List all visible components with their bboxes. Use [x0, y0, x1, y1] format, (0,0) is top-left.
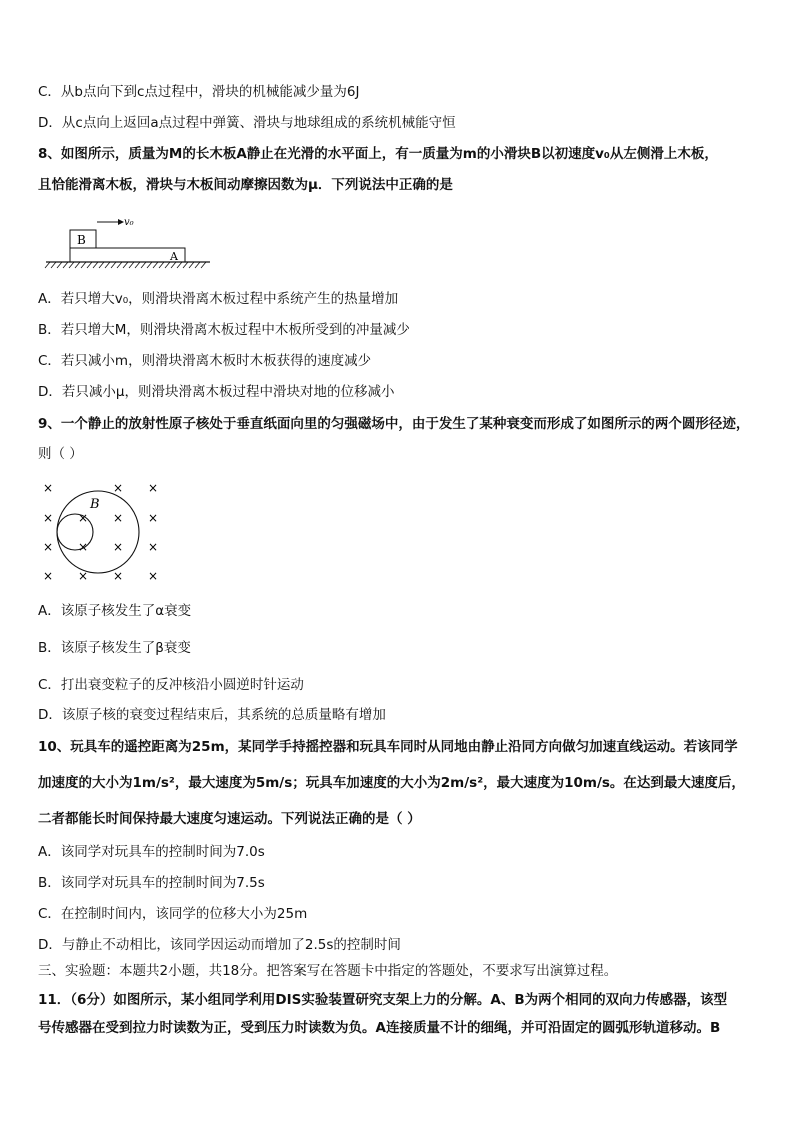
q9-option-c: C．打出衰变粒子的反冲核沿小圆逆时针运动	[38, 677, 304, 693]
hatch-mark	[201, 262, 206, 268]
field-cross-icon: ×	[42, 569, 54, 583]
hatch-mark	[189, 262, 194, 268]
field-cross-icon: ×	[42, 540, 54, 554]
board-a	[70, 248, 185, 262]
q9-figure-magnetic-field-tracks	[38, 478, 168, 588]
q8-stem-line-2: 且恰能滑离木板，滑块与木板间动摩擦因数为μ．下列说法中正确的是	[38, 177, 453, 193]
q11-stem-line-2: 号传感器在受到拉力时读数为正，受到压力时读数为负。A连接质量不计的细绳，并可沿固定的圆弧形轨道移动。B	[38, 1020, 721, 1036]
field-cross-icon: ×	[42, 481, 54, 495]
hatch-mark	[111, 262, 116, 268]
field-cross-icon: ×	[112, 569, 124, 583]
field-cross-icon: ×	[77, 540, 89, 554]
q9-option-b: B．该原子核发生了β衰变	[38, 640, 191, 656]
field-cross-icon: ×	[147, 569, 159, 583]
q10-stem-line-3: 二者都能长时间保持最大速度匀速运动。下列说法正确的是（ ）	[38, 811, 421, 827]
field-cross-icon: ×	[77, 569, 89, 583]
q10-option-d: D．与静止不动相比，该同学因运动而增加了2.5s的控制时间	[38, 937, 401, 953]
q10-option-c: C．在控制时间内，该同学的位移大小为25m	[38, 906, 308, 922]
q9-stem-line-2: 则（ ）	[38, 446, 83, 462]
hatch-mark	[141, 262, 146, 268]
field-crosses	[43, 481, 158, 583]
hatch-mark	[117, 262, 122, 268]
field-label-b: B	[90, 497, 100, 512]
section-3-heading: 三、实验题：本题共2小题，共18分。把答案写在答题卡中指定的答题处，不要求写出演算过程。	[38, 963, 618, 979]
hatch-mark	[87, 262, 92, 268]
hatch-mark	[57, 262, 62, 268]
small-circular-track	[57, 514, 93, 550]
field-cross-icon: ×	[112, 481, 124, 495]
velocity-label: v₀	[124, 217, 134, 228]
q10-stem-line-1: 10、玩具车的遥控距离为25m，某同学手持摇控器和玩具车同时从同地由静止沿同方向做匀加速直线运动。若该同学	[38, 739, 738, 755]
field-cross-icon: ×	[42, 511, 54, 525]
field-cross-icon: ×	[77, 511, 89, 525]
hatch-mark	[123, 262, 128, 268]
hatch-mark	[135, 262, 140, 268]
q9-option-a: A．该原子核发生了α衰变	[38, 603, 192, 619]
block-b-label: B	[77, 233, 86, 247]
hatch-mark	[183, 262, 188, 268]
hatch-mark	[147, 262, 152, 268]
q10-option-b: B．该同学对玩具车的控制时间为7.5s	[38, 875, 265, 891]
ground-hatching	[45, 262, 206, 268]
q8-option-b: B．若只增大M，则滑块滑离木板过程中木板所受到的冲量减少	[38, 322, 410, 338]
q11-stem-line-1: 11．（6分）如图所示，某小组同学利用DIS实验装置研究支架上力的分解。A、B为两个相同的双向力传感器，该型	[38, 992, 728, 1008]
q10-option-a: A．该同学对玩具车的控制时间为7.0s	[38, 844, 265, 860]
q7-option-d: D．从c点向上返回a点过程中弹簧、滑块与地球组成的系统机械能守恒	[38, 115, 456, 131]
field-cross-icon: ×	[147, 540, 159, 554]
hatch-mark	[153, 262, 158, 268]
hatch-mark	[99, 262, 104, 268]
q8-stem-line-1: 8、如图所示，质量为M的长木板A静止在光滑的水平面上，有一质量为m的小滑块B以初速度v₀从左侧滑上木板，	[38, 146, 718, 162]
hatch-mark	[81, 262, 86, 268]
hatch-mark	[75, 262, 80, 268]
q8-option-c: C．若只减小m，则滑块滑离木板时木板获得的速度减少	[38, 353, 372, 369]
board-a-label: A	[170, 250, 178, 263]
hatch-mark	[93, 262, 98, 268]
q8-option-a: A．若只增大v₀，则滑块滑离木板过程中系统产生的热量增加	[38, 291, 399, 307]
hatch-mark	[129, 262, 134, 268]
field-cross-icon: ×	[112, 511, 124, 525]
q8-option-d: D．若只减小μ，则滑块滑离木板过程中滑块对地的位移减小	[38, 384, 395, 400]
hatch-mark	[165, 262, 170, 268]
q9-stem-line-1: 9、一个静止的放射性原子核处于垂直纸面向里的匀强磁场中，由于发生了某种衰变而形成了如图所示的两个圆形径迹，	[38, 416, 750, 432]
q10-stem-line-2: 加速度的大小为1m/s²，最大速度为5m/s；玩具车加速度的大小为2m/s²，最大速度为10m/s。在达到最大速度后，	[38, 775, 745, 791]
field-cross-icon: ×	[112, 540, 124, 554]
hatch-mark	[159, 262, 164, 268]
hatch-mark	[51, 262, 56, 268]
field-cross-icon: ×	[147, 481, 159, 495]
hatch-mark	[105, 262, 110, 268]
field-cross-icon: ×	[147, 511, 159, 525]
q9-option-d: D．该原子核的衰变过程结束后，其系统的总质量略有增加	[38, 707, 386, 723]
hatch-mark	[45, 262, 50, 268]
hatch-mark	[63, 262, 68, 268]
hatch-mark	[195, 262, 200, 268]
q8-figure-block-on-board	[44, 208, 214, 270]
q7-option-c: C．从b点向下到c点过程中，滑块的机械能减少量为6J	[38, 84, 360, 100]
hatch-mark	[69, 262, 74, 268]
